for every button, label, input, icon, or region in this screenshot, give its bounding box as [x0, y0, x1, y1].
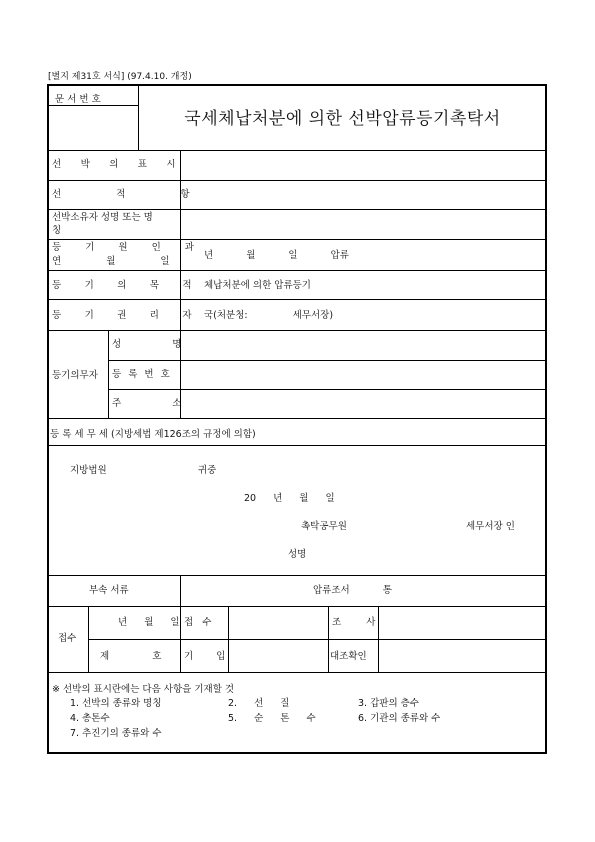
note-item: 3. 갑판의 층수: [358, 698, 419, 709]
row-line: [108, 389, 546, 390]
receipt-date: 년 월 일: [118, 617, 180, 628]
note-item: 6. 기관의 종류와 수: [358, 713, 441, 724]
row-line: [49, 445, 546, 446]
ship-indication-label: 선 박 의 표 시: [52, 159, 184, 170]
entry-label: 기 입: [184, 651, 226, 662]
receipt-divider: [88, 606, 89, 672]
purpose-value: 체납처분에 의한 압류등기: [204, 280, 311, 291]
inspection-label: 조 사: [332, 617, 376, 628]
obligor-address-label: 주 소: [112, 398, 182, 409]
note-item: 4. 총톤수: [70, 713, 110, 724]
owner-name-label-wrap: 칭: [52, 225, 62, 236]
obligor-name-label: 성 명: [112, 339, 182, 350]
owner-name-label: 선박소유자 성명 또는 명: [52, 212, 153, 223]
date-line: 20 년 월 일: [244, 493, 335, 504]
note-item: 1. 선박의 종류와 명칭: [70, 698, 162, 709]
row-line: [49, 180, 546, 181]
receipt-count-label: 접 수: [184, 617, 212, 628]
cause-date-label: 연 월 일: [52, 256, 191, 267]
receipt-divider: [228, 606, 229, 672]
attached-label: 부속 서류: [89, 585, 129, 596]
to-label: 귀중: [198, 465, 217, 476]
receipt-label: 접수: [58, 633, 77, 644]
official-label: 촉탁공무원: [301, 521, 347, 532]
row-line: [49, 575, 546, 576]
row-line: [49, 330, 546, 331]
note-item: 2. 선 질: [228, 698, 290, 709]
row-line: [49, 239, 546, 240]
verification-label: 대조확인: [330, 651, 367, 662]
cause-label: 등 기 원 인 과: [52, 242, 205, 253]
row-line: [49, 299, 546, 300]
row-line: [49, 418, 546, 419]
note-item: 5. 순 톤 수: [228, 713, 316, 724]
holder-value: 국(처분청: 세무서장): [204, 310, 334, 321]
holder-label: 등 기 권 리 자: [52, 310, 202, 321]
row-line: [49, 150, 546, 151]
cause-value: 년 월 일 압류: [204, 250, 349, 261]
name-label: 성명: [288, 549, 307, 560]
obligor-divider: [108, 330, 109, 418]
row-line: [49, 270, 546, 271]
row-line: [49, 606, 546, 607]
receipt-divider: [328, 606, 329, 672]
tax-line: 등 록 세 무 세 (지방세법 제126조의 규정에 의함): [50, 429, 256, 440]
attached-value: 압류조서 통: [313, 585, 392, 596]
notes-intro: ※ 선박의 표시란에는 다음 사항을 기재할 것: [52, 684, 235, 695]
row-line: [88, 639, 546, 640]
doc-number-label: 문 서 번 호: [55, 94, 101, 105]
obligor-regno-label: 등 록 번 호: [112, 369, 172, 380]
note-item: 7. 추진기의 종류와 수: [70, 728, 162, 739]
office-head-seal: 세무서장 인: [466, 521, 515, 532]
port-of-registry-label: 선 적 항: [52, 189, 216, 200]
row-line: [108, 360, 546, 361]
receipt-divider: [378, 606, 379, 672]
receipt-divider: [180, 606, 181, 672]
obligor-label: 등기의무자: [52, 370, 98, 381]
receipt-number: 제 호: [100, 651, 162, 662]
attached-divider: [180, 575, 181, 606]
form-header-note: [별지 제31호 서식] (97.4.10. 개정): [48, 72, 192, 82]
document-title: 국세체납처분에 의한 선박압류등기촉탁서: [184, 109, 501, 129]
row-line: [49, 672, 546, 673]
court-label: 지방법원: [70, 465, 107, 476]
purpose-label: 등 기 의 목 적: [52, 280, 202, 291]
row-line: [49, 209, 546, 210]
